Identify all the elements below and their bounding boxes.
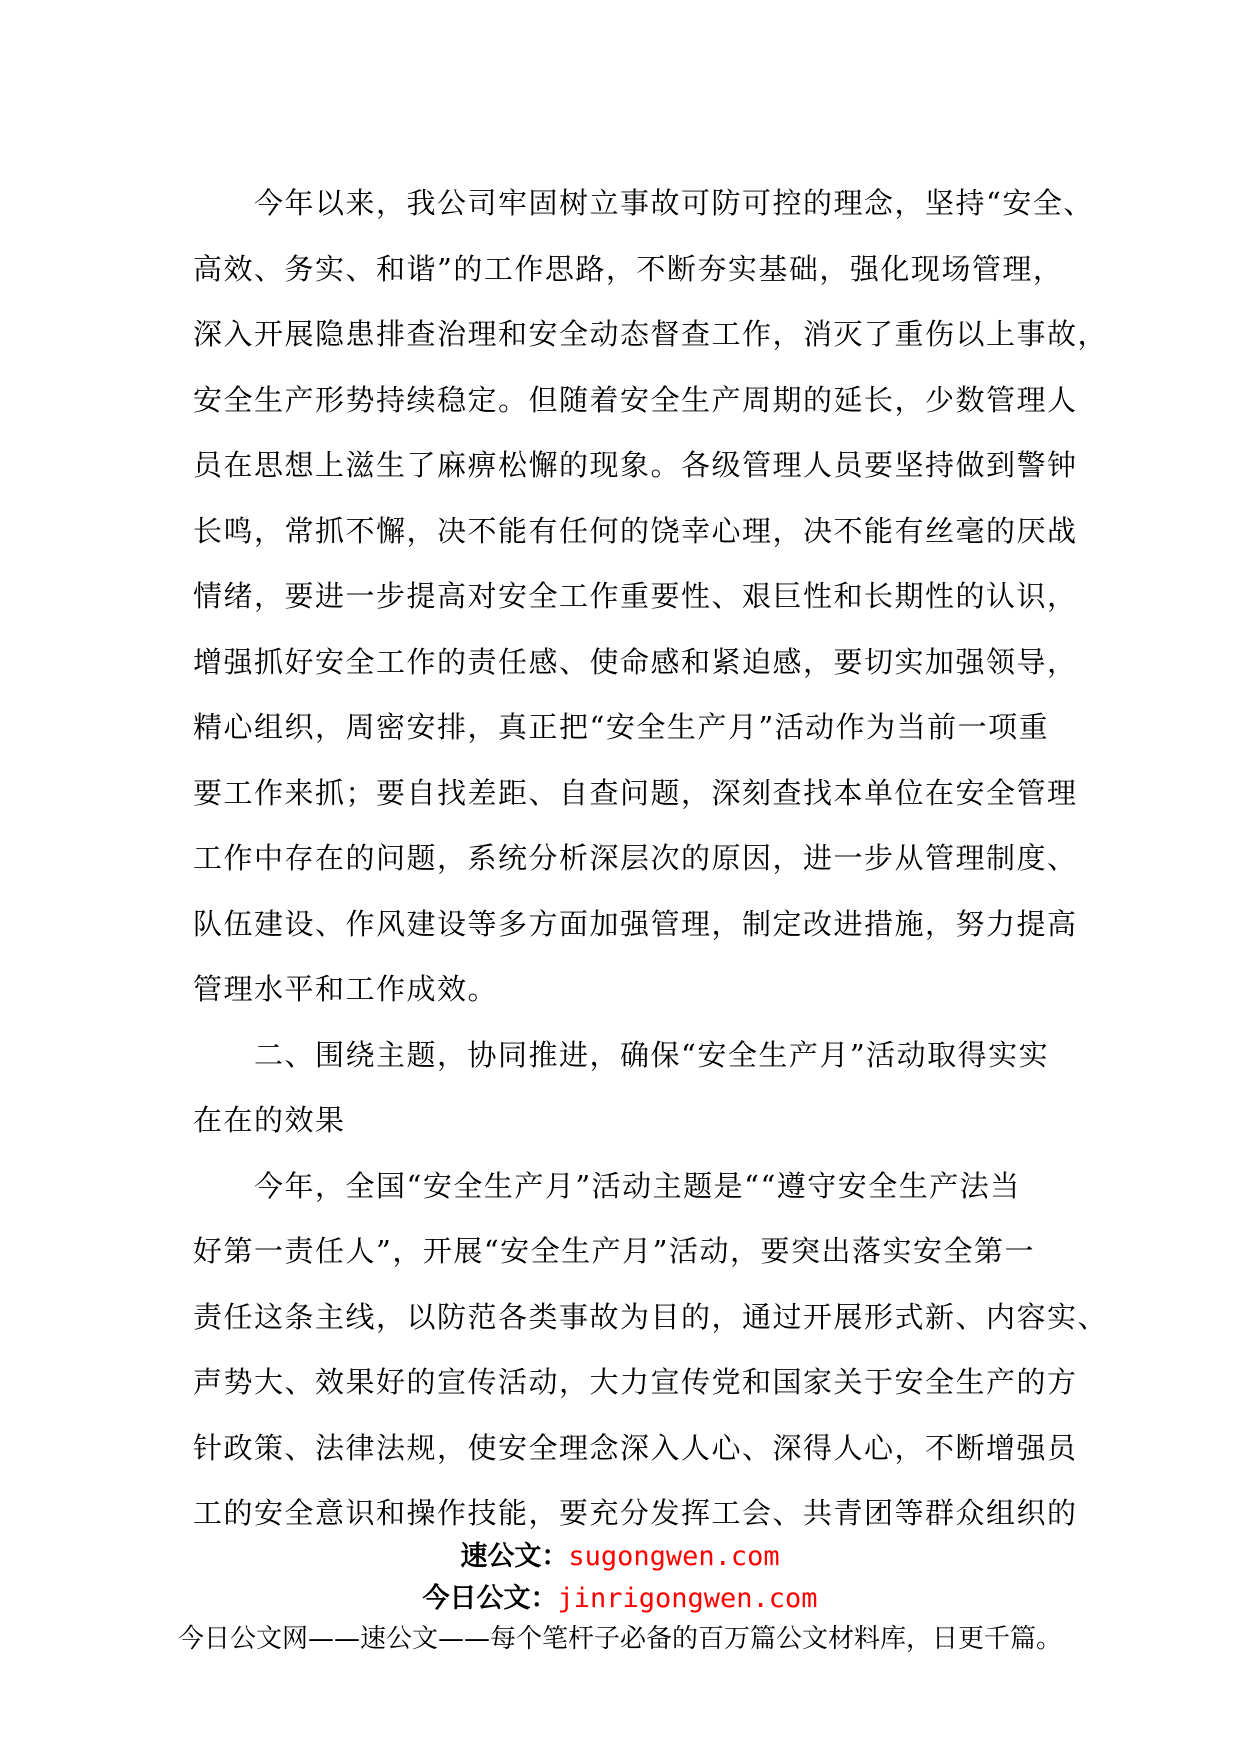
text-line: 员在思想上滋生了麻痹松懈的现象。各级管理人员要坚持做到警钟 [193,448,1078,482]
text-line: 精心组织，周密安排，真正把“安全生产月”活动作为当前一项重 [193,710,1050,744]
document-body [193,171,1109,1547]
text-line: 今年，全国“安全生产月”活动主题是““遵守安全生产法当 [193,1168,1021,1203]
text-line: 责任这条主线，以防范各类事故为目的，通过开展形式新、内容实、 [193,1299,1109,1334]
text-line: 情绪，要进一步提高对安全工作重要性、艰巨性和长期性的认识， [193,579,1078,613]
text-line: 管理水平和工作成效。 [193,972,499,1006]
text-line: 深入开展隐患排查治理和安全动态督查工作，消灭了重伤以上事故， [193,317,1109,351]
footer-url-link[interactable]: sugongwen.com [568,1541,780,1572]
section-heading-line: 在在的效果 [193,1103,346,1137]
text-line: 好第一责任人”，开展“安全生产月”活动，要突出落实安全第一 [193,1234,1035,1268]
text-line: 长鸣，常抓不懈，决不能有任何的饶幸心理，决不能有丝毫的厌战 [193,513,1078,548]
text-line: 声势大、效果好的宣传活动，大力宣传党和国家关于安全生产的方 [193,1365,1078,1399]
text-line: 工作中存在的问题，系统分析深层次的原因，进一步从管理制度、 [193,841,1078,875]
footer-label: 速公文： [460,1541,569,1572]
text-line: 队伍建设、作风建设等多方面加强管理，制定改进措施，努力提高 [193,906,1078,941]
section-heading-line: 二、围绕主题，协同推进，确保“安全生产月”活动取得实实 [193,1037,1050,1072]
footer-url-link[interactable]: jinrigongwen.com [557,1583,818,1614]
text-line: 要工作来抓；要自找差距、自查问题，深刻查找本单位在安全管理 [193,775,1078,810]
footer-label: 今日公文： [422,1583,558,1614]
footer-line-jinrigongwen [0,1576,1240,1615]
text-line: 安全生产形势持续稳定。但随着安全生产周期的延长，少数管理人 [193,382,1078,417]
text-line: 针政策、法律法规，使安全理念深入人心、深得人心，不断增强员 [193,1430,1078,1465]
text-line: 高效、务实、和谐”的工作思路，不断夯实基础，强化现场管理， [193,251,1064,286]
text-line: 工的安全意识和操作技能，要充分发挥工会、共青团等群众组织的 [193,1496,1078,1530]
footer-line-sugongwen [0,1534,1240,1573]
text-line: 今年以来，我公司牢固树立事故可防可控的理念，坚持“安全、 [193,186,1094,220]
footer-slogan: 今日公文网——速公文——每个笔杆子必备的百万篇公文材料库，日更千篇。 [177,1624,1062,1654]
text-line: 增强抓好安全工作的责任感、使命感和紧迫感，要切实加强领导， [193,644,1078,679]
